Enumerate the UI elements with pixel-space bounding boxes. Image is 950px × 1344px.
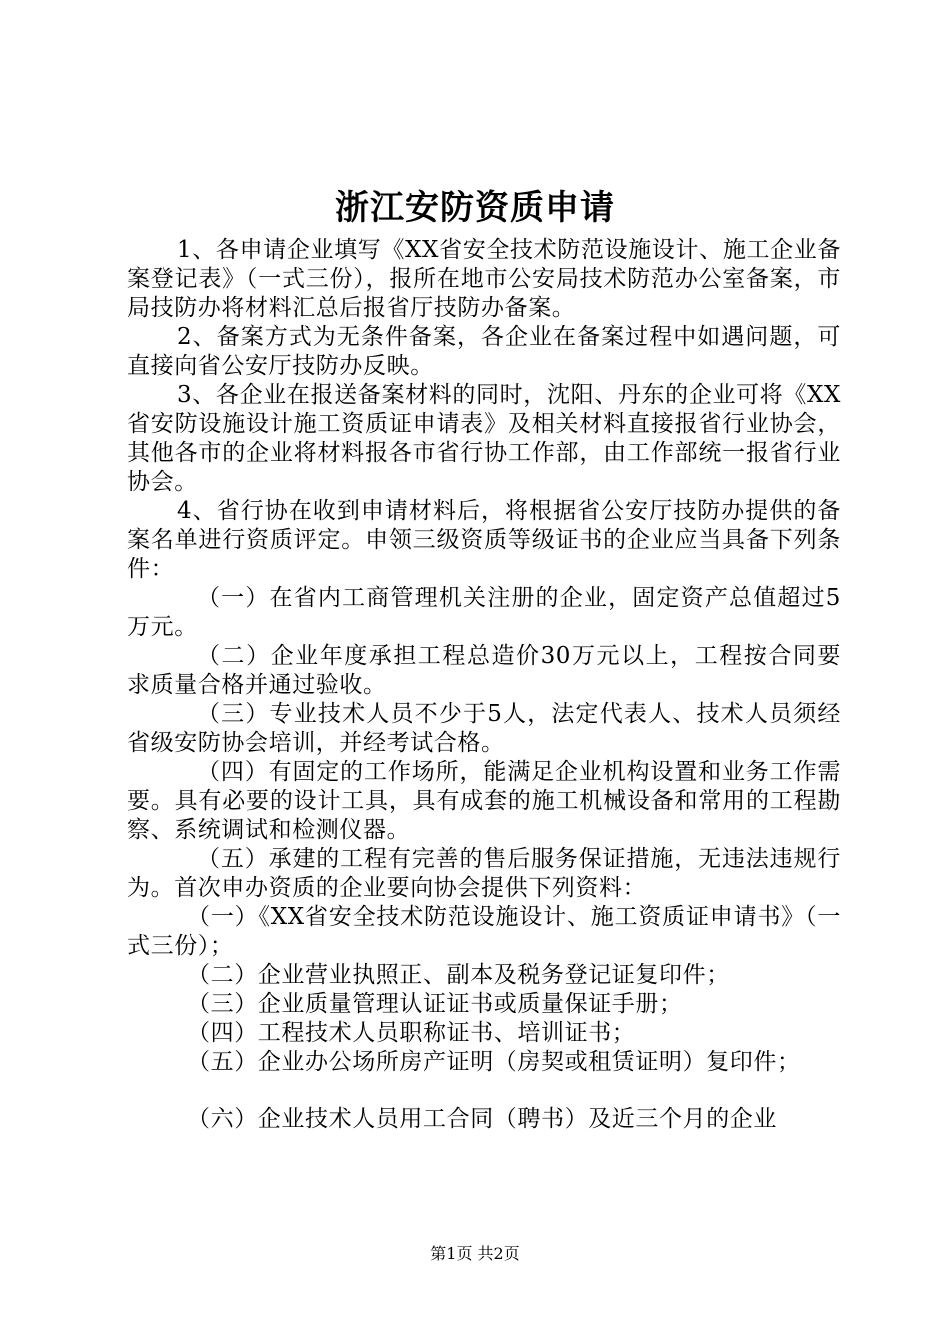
condition-4: （四）有固定的工作场所，能满足企业机构设置和业务工作需要。具有必要的设计工具，具有成套的施工机械设备和常用的工程勘察、系统调试和检测仪器。	[127, 759, 841, 843]
page-footer: 第1页 共2页	[430, 1244, 520, 1263]
paragraph-2: 2、备案方式为无条件备案，各企业在备案过程中如遇问题，可直接向省公安厅技防办反映。	[127, 324, 841, 379]
paragraph-3: 3、各企业在报送备案材料的同时，沈阳、丹东的企业可将《XX省安防设施设计施工资质证申请表》及相关材料直接报省行业协会，其他各市的企业将材料报各市省行协工作部，由工作部统一报省行业协会。	[127, 382, 841, 495]
material-3: （三）企业质量管理认证证书或质量保证手册；	[187, 991, 683, 1017]
material-6: （六）企业技术人员用工合同（聘书）及近三个月的企业	[187, 1106, 777, 1132]
paragraph-1: 1、各申请企业填写《XX省安全技术防范设施设计、施工企业备案登记表》（一式三份），报所在地市公安局技术防范办公室备案，市局技防办将材料汇总后报省厅技防办备案。	[127, 237, 841, 321]
page-title: 浙江安防资质申请	[335, 188, 615, 228]
material-4: （四）工程技术人员职称证书、培训证书；	[187, 1020, 636, 1046]
material-1: （一）《XX省安全技术防范设施设计、施工资质证申请书》（一式三份）；	[127, 904, 841, 959]
condition-5: （五）承建的工程有完善的售后服务保证措施，无违法违规行为。首次申办资质的企业要向协会提供下列资料：	[127, 846, 841, 901]
document-body	[127, 236, 841, 1134]
condition-2: （二）企业年度承担工程总造价30万元以上，工程按合同要求质量合格并通过验收。	[127, 643, 841, 698]
condition-3: （三）专业技术人员不少于5人，法定代表人、技术人员须经省级安防协会培训，并经考试合格。	[127, 701, 841, 756]
condition-1: （一）在省内工商管理机关注册的企业，固定资产总值超过5万元。	[127, 585, 841, 640]
paragraph-4: 4、省行协在收到申请材料后，将根据省公安厅技防办提供的备案名单进行资质评定。申领三级资质等级证书的企业应当具备下列条件：	[127, 498, 841, 582]
material-5: （五）企业办公场所房产证明（房契或租赁证明）复印件；	[187, 1049, 801, 1075]
material-2: （二）企业营业执照正、副本及税务登记证复印件；	[187, 962, 730, 988]
